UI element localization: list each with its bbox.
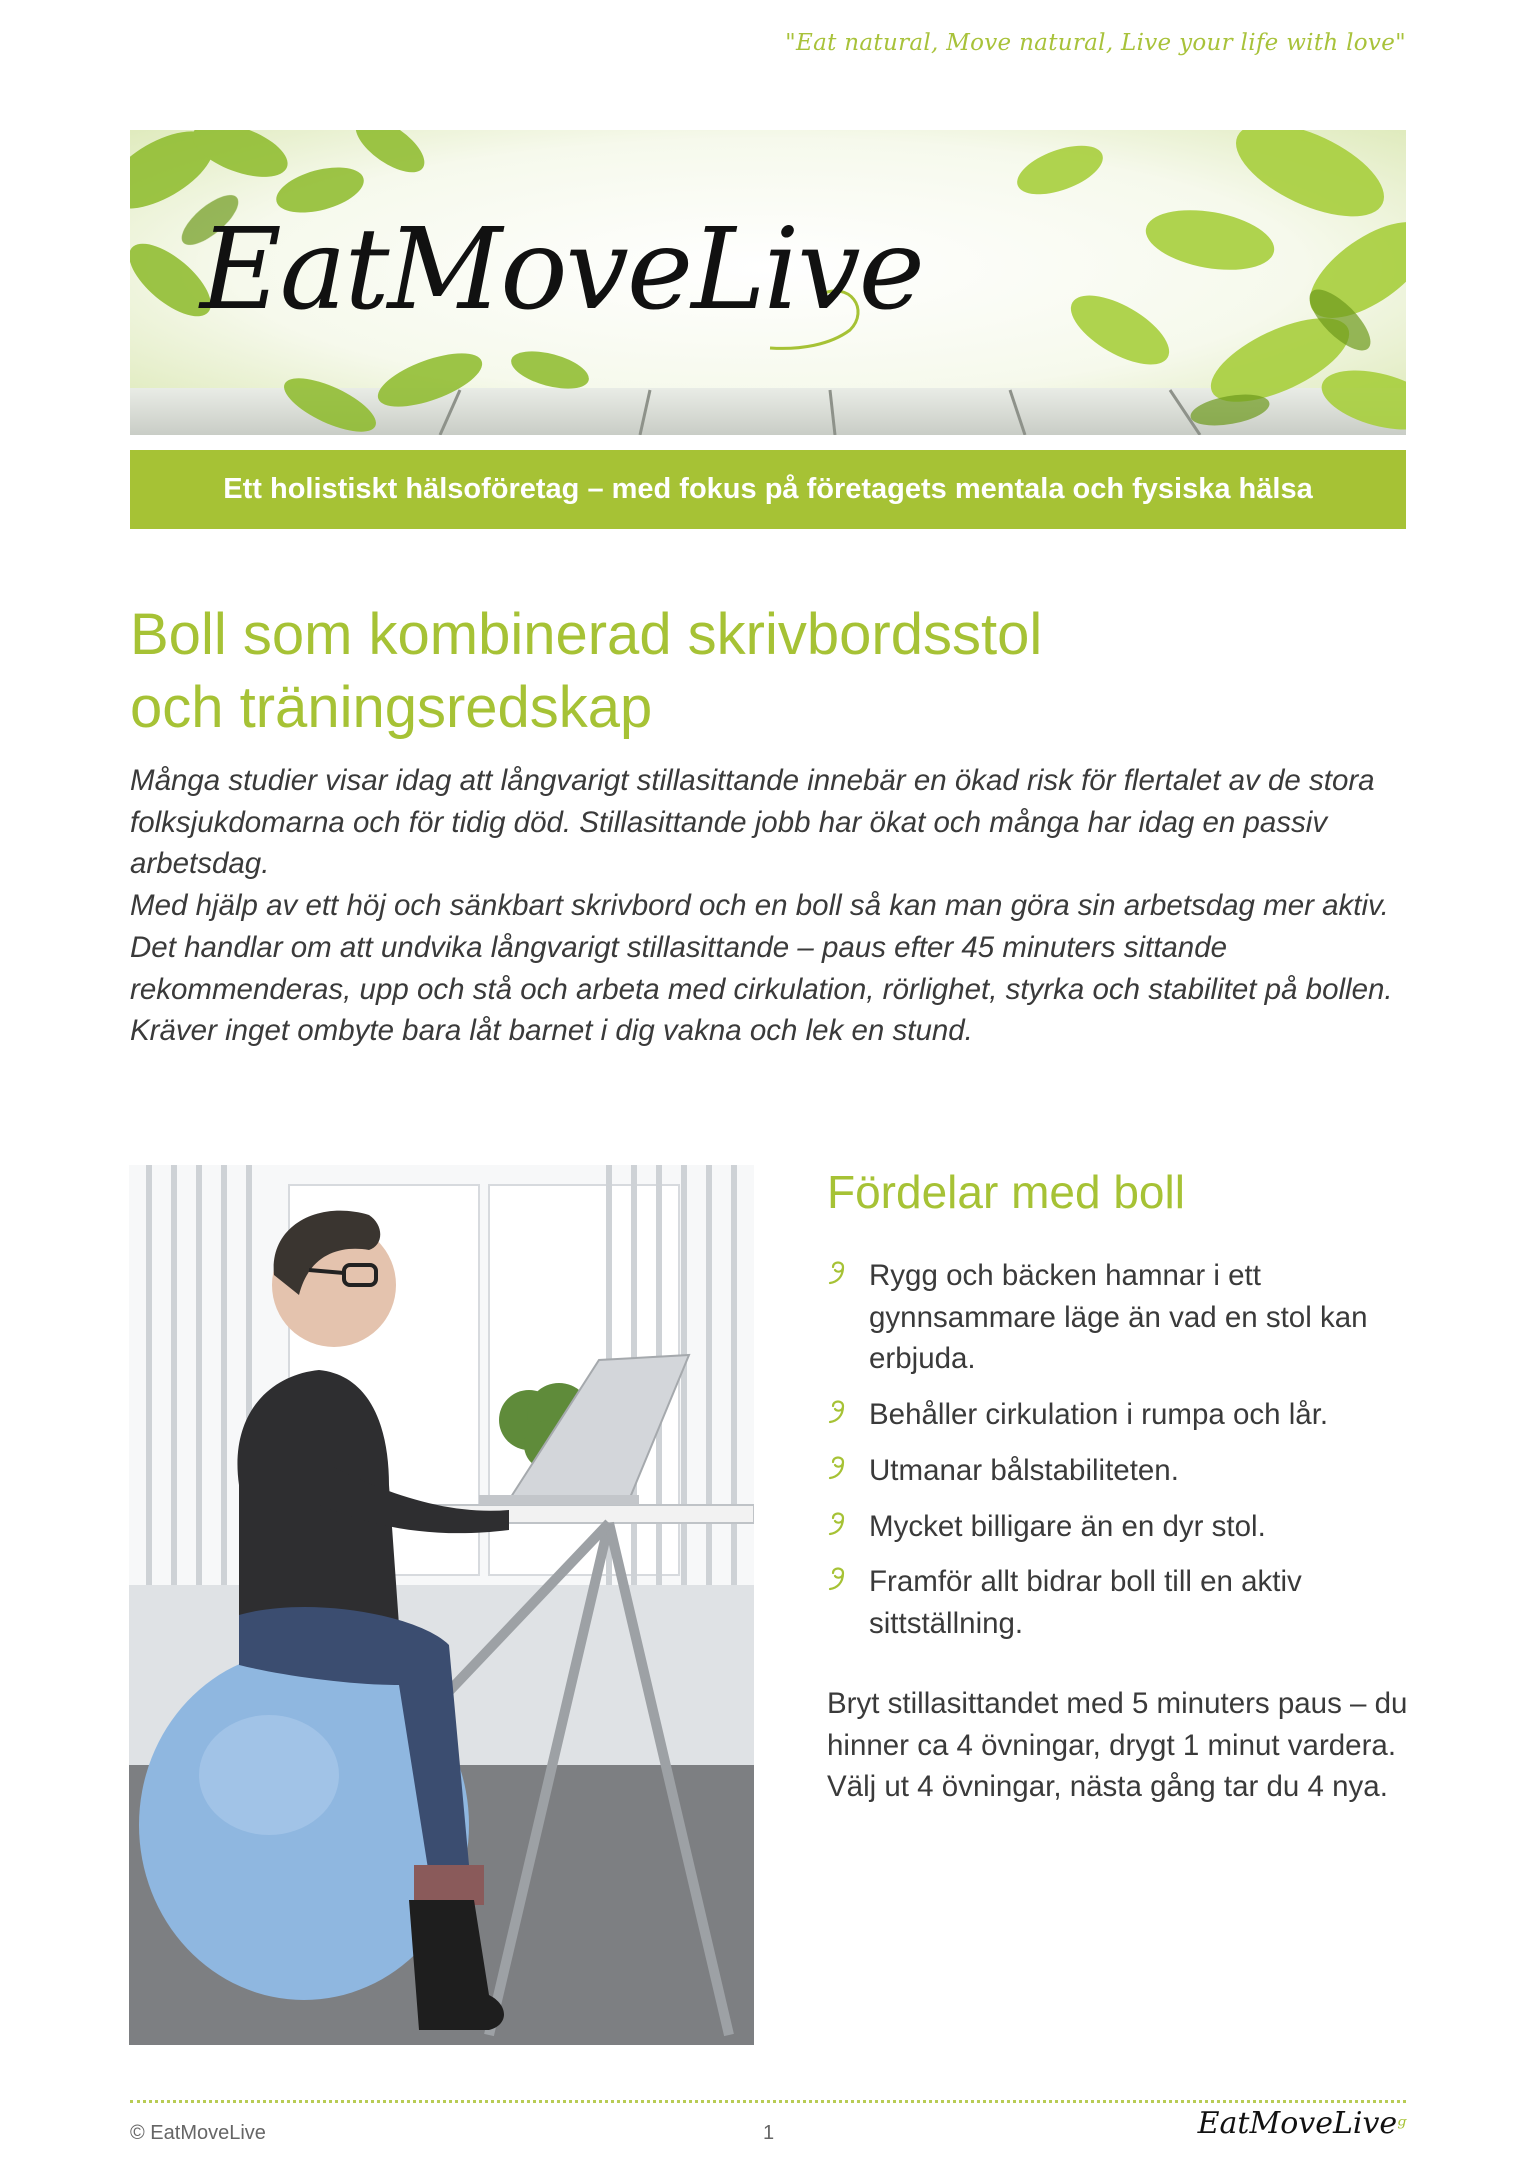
article-title-line1: Boll som kombinerad skrivbordsstol xyxy=(130,602,1043,667)
banner-logo: EatMoveLive xyxy=(200,205,923,335)
benefits-list xyxy=(827,1255,1427,1659)
article-title xyxy=(130,598,1390,744)
article-title-line2: och träningsredskap xyxy=(130,675,653,740)
benefit-text: Behåller cirkulation i rumpa och lår. xyxy=(869,1398,1329,1432)
photo-woman-on-ball xyxy=(129,1165,754,2045)
slogan-text: Ett holistiskt hälsoföretag – med fokus på företagets mentala och fysiska hälsa xyxy=(223,473,1313,505)
footer-divider xyxy=(130,2100,1406,2103)
list-item xyxy=(827,1255,1427,1380)
swirl-icon xyxy=(827,1259,851,1285)
swirl-icon: ᵍ xyxy=(1397,2114,1406,2139)
header-banner xyxy=(130,130,1406,435)
pause-line-1: Bryt stillasittandet med 5 minuters paus – du hinner ca 4 övningar, drygt 1 minut vardera. xyxy=(827,1687,1408,1762)
slogan-bar xyxy=(130,450,1406,529)
footer-logo-text: EatMoveLive xyxy=(1197,2106,1398,2141)
benefit-text: Mycket billigare än en dyr stol. xyxy=(869,1509,1266,1543)
benefit-text: Framför allt bidrar boll till en aktiv sittställning. xyxy=(869,1565,1302,1640)
list-item xyxy=(827,1394,1427,1436)
benefit-text: Rygg och bäcken hamnar i ett gynnsammare läge än vad en stol kan erbjuda. xyxy=(869,1259,1368,1376)
photo-illustration xyxy=(129,1165,754,2045)
list-item xyxy=(827,1561,1427,1644)
pause-line-2: Välj ut 4 övningar, nästa gång tar du 4 nya. xyxy=(827,1770,1388,1804)
pause-advice xyxy=(827,1683,1447,1808)
swirl-icon xyxy=(827,1398,851,1424)
footer-copyright: © EatMoveLive xyxy=(130,2122,266,2144)
benefit-text: Utmanar bålstabiliteten. xyxy=(869,1453,1179,1487)
benefits-title: Fördelar med boll xyxy=(827,1166,1185,1218)
intro-paragraph-1: Många studier visar idag att långvarigt stillasittande innebär en ökad risk för flertalet av de stora folksjukdomarna och för tidig död. Stillasittande jobb har ökat och många har idag en passiv arbetsdag. xyxy=(130,764,1375,881)
intro-paragraph-2: Med hjälp av ett höj och sänkbart skrivbord och en boll så kan man göra sin arbetsdag mer aktiv. Det handlar om att undvika långvarigt stillasittande – paus efter 45 minuters sittande rekommenderas, upp och stå och arbeta med cirkulation, rörlighet, styrka och stabilitet på bollen. Kräver inget ombyte bara låt barnet i dig vakna och lek en stund. xyxy=(130,889,1393,1048)
swirl-icon xyxy=(827,1454,851,1480)
page-number: 1 xyxy=(763,2122,775,2144)
header-tagline: "Eat natural, Move natural, Live your life with love" xyxy=(785,30,1406,56)
swirl-icon xyxy=(827,1510,851,1536)
article-intro xyxy=(130,760,1410,1052)
list-item xyxy=(827,1506,1427,1548)
swirl-icon xyxy=(827,1565,851,1591)
footer-logo xyxy=(1198,2106,1406,2141)
list-item xyxy=(827,1450,1427,1492)
